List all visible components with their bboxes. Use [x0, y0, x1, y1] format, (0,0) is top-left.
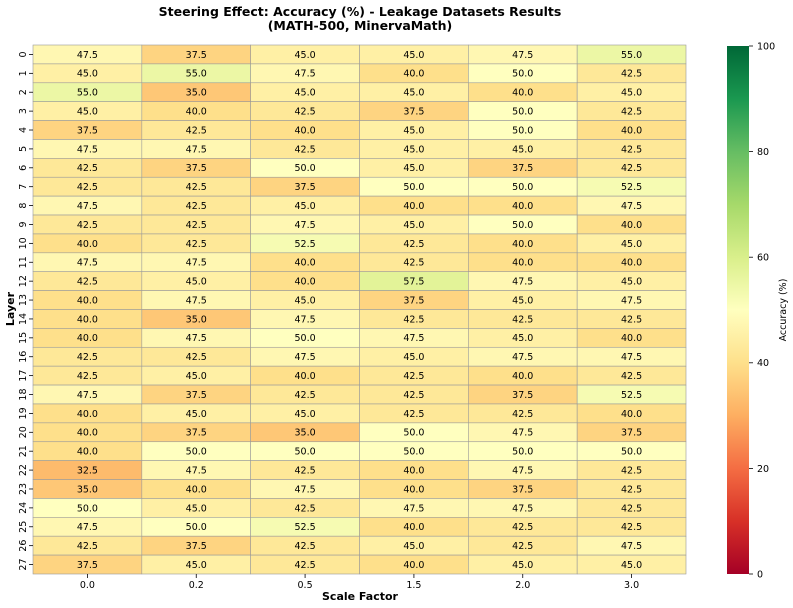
cell-value-label: 32.5 [76, 465, 98, 477]
cell-value-label: 40.0 [76, 238, 98, 250]
cell-value-label: 42.5 [185, 219, 207, 231]
y-tick-label: 7 [18, 183, 29, 190]
colorbar-tick-label: 80 [757, 147, 770, 158]
cell-value-label: 50.0 [294, 446, 316, 458]
cell-value-label: 42.5 [512, 541, 534, 553]
x-tick-label: 1.5 [406, 580, 422, 591]
cell-value-label: 52.5 [621, 182, 643, 194]
cell-value-label: 45.0 [294, 49, 316, 61]
cell-value-label: 42.5 [621, 314, 643, 326]
cell-value-label: 37.5 [512, 163, 534, 175]
colorbar-tick-label: 0 [757, 569, 764, 581]
cell-value-label: 47.5 [76, 200, 98, 212]
cell-value-label: 45.0 [294, 295, 316, 307]
chart-subtitle: (MATH-500, MinervaMath) [267, 18, 453, 33]
cell-value-label: 40.0 [403, 559, 425, 571]
cell-value-label: 45.0 [621, 276, 643, 288]
cell-value-label: 45.0 [294, 408, 316, 420]
cell-value-label: 37.5 [512, 389, 534, 401]
colorbar-tick-label: 100 [757, 41, 776, 53]
cell-value-label: 47.5 [76, 389, 98, 401]
cell-value-label: 47.5 [76, 257, 98, 269]
cell-value-label: 42.5 [621, 371, 643, 383]
cell-value-label: 42.5 [621, 503, 643, 515]
cell-value-label: 47.5 [185, 465, 207, 477]
cell-value-label: 50.0 [403, 427, 425, 439]
cell-value-label: 37.5 [185, 389, 207, 401]
y-tick-label: 8 [18, 202, 29, 209]
cell-value-label: 42.5 [185, 352, 207, 364]
cell-value-label: 40.0 [294, 371, 316, 383]
heatmap-cells [33, 45, 686, 574]
cell-value-label: 47.5 [294, 484, 316, 496]
cell-value-label: 40.0 [512, 87, 534, 99]
cell-value-label: 42.5 [294, 106, 316, 118]
cell-value-label: 47.5 [185, 333, 207, 345]
cell-value-label: 40.0 [621, 408, 643, 420]
cell-value-label: 40.0 [185, 106, 207, 118]
cell-value-label: 45.0 [403, 541, 425, 553]
cell-value-label: 37.5 [76, 125, 98, 137]
colorbar [727, 46, 749, 574]
cell-value-label: 47.5 [403, 333, 425, 345]
cell-value-label: 40.0 [403, 465, 425, 477]
cell-value-label: 45.0 [294, 200, 316, 212]
cell-value-label: 42.5 [403, 238, 425, 250]
cell-value-label: 42.5 [403, 314, 425, 326]
cell-value-label: 42.5 [294, 503, 316, 515]
y-tick-label: 26 [18, 539, 29, 552]
x-axis-label: Scale Factor [322, 590, 398, 603]
cell-value-label: 45.0 [185, 371, 207, 383]
cell-value-label: 45.0 [185, 559, 207, 571]
cell-value-label: 42.5 [512, 314, 534, 326]
y-tick-label: 11 [18, 256, 29, 269]
cell-value-label: 45.0 [512, 144, 534, 156]
cell-value-label: 40.0 [512, 257, 534, 269]
y-tick-label: 20 [18, 426, 29, 439]
cell-value-label: 42.5 [185, 200, 207, 212]
cell-value-label: 47.5 [512, 465, 534, 477]
cell-value-label: 37.5 [512, 484, 534, 496]
x-tick-label: 0.5 [297, 580, 313, 591]
cell-value-label: 50.0 [621, 446, 643, 458]
cell-value-label: 47.5 [512, 503, 534, 515]
cell-value-label: 42.5 [403, 257, 425, 269]
cell-value-label: 42.5 [294, 389, 316, 401]
cell-value-label: 42.5 [294, 541, 316, 553]
cell-value-label: 45.0 [294, 87, 316, 99]
cell-value-label: 42.5 [294, 559, 316, 571]
cell-value-label: 50.0 [512, 125, 534, 137]
cell-value-label: 40.0 [294, 125, 316, 137]
cell-value-label: 42.5 [76, 352, 98, 364]
colorbar-tick-label: 60 [757, 252, 770, 264]
cell-value-label: 37.5 [185, 49, 207, 61]
x-tick-label: 2.0 [515, 580, 531, 591]
cell-value-label: 45.0 [76, 68, 98, 80]
y-tick-label: 4 [18, 126, 29, 134]
cell-value-label: 45.0 [403, 163, 425, 175]
y-tick-label: 5 [18, 145, 29, 152]
cell-value-label: 47.5 [621, 352, 643, 364]
cell-value-label: 42.5 [185, 125, 207, 137]
x-axis-ticks [80, 574, 639, 591]
cell-value-label: 42.5 [621, 522, 643, 534]
y-tick-label: 12 [18, 275, 29, 288]
cell-value-label: 42.5 [621, 465, 643, 477]
cell-value-label: 57.5 [403, 276, 425, 288]
cell-value-label: 42.5 [512, 408, 534, 420]
cell-value-label: 45.0 [621, 238, 643, 250]
cell-value-label: 42.5 [76, 163, 98, 175]
cell-value-label: 50.0 [403, 182, 425, 194]
cell-value-label: 37.5 [403, 295, 425, 307]
y-tick-label: 9 [18, 221, 29, 228]
colorbar-label: Accuracy (%) [778, 278, 789, 342]
cell-value-label: 35.0 [185, 314, 207, 326]
x-tick-label: 0.0 [79, 580, 95, 591]
cell-value-label: 45.0 [621, 87, 643, 99]
y-tick-label: 27 [18, 558, 29, 571]
cell-value-label: 52.5 [294, 522, 316, 534]
cell-value-label: 55.0 [621, 49, 643, 61]
cell-value-label: 45.0 [512, 559, 534, 571]
cell-value-label: 47.5 [185, 144, 207, 156]
cell-value-label: 47.5 [76, 522, 98, 534]
y-tick-label: 22 [18, 464, 29, 477]
cell-value-label: 40.0 [76, 446, 98, 458]
cell-value-label: 47.5 [621, 295, 643, 307]
cell-value-label: 50.0 [512, 219, 534, 231]
cell-value-label: 45.0 [185, 276, 207, 288]
cell-value-label: 45.0 [512, 295, 534, 307]
cell-value-label: 42.5 [621, 106, 643, 118]
cell-value-label: 50.0 [294, 163, 316, 175]
y-tick-label: 18 [18, 388, 29, 401]
cell-value-label: 45.0 [621, 559, 643, 571]
cell-value-label: 47.5 [185, 257, 207, 269]
cell-value-label: 47.5 [185, 295, 207, 307]
cell-value-label: 42.5 [76, 276, 98, 288]
cell-value-label: 40.0 [76, 427, 98, 439]
cell-value-label: 47.5 [294, 219, 316, 231]
y-tick-label: 3 [18, 108, 29, 115]
cell-value-label: 40.0 [294, 276, 316, 288]
cell-value-label: 47.5 [403, 503, 425, 515]
colorbar-tick-label: 20 [757, 463, 770, 475]
cell-value-label: 37.5 [185, 541, 207, 553]
cell-value-label: 45.0 [403, 219, 425, 231]
cell-value-label: 52.5 [621, 389, 643, 401]
cell-value-label: 50.0 [512, 446, 534, 458]
y-tick-label: 21 [18, 445, 29, 458]
cell-value-label: 45.0 [512, 333, 534, 345]
cell-value-label: 40.0 [403, 522, 425, 534]
y-tick-label: 15 [18, 331, 29, 344]
cell-value-label: 50.0 [185, 446, 207, 458]
cell-value-label: 42.5 [185, 238, 207, 250]
cell-value-label: 42.5 [294, 144, 316, 156]
cell-value-label: 47.5 [621, 541, 643, 553]
cell-value-label: 40.0 [512, 238, 534, 250]
y-tick-label: 6 [18, 164, 29, 171]
cell-value-label: 45.0 [403, 352, 425, 364]
cell-value-label: 40.0 [76, 314, 98, 326]
cell-value-label: 37.5 [294, 182, 316, 194]
cell-value-label: 42.5 [76, 219, 98, 231]
cell-value-label: 45.0 [76, 106, 98, 118]
cell-value-label: 40.0 [294, 257, 316, 269]
cell-value-label: 40.0 [403, 484, 425, 496]
cell-value-label: 45.0 [185, 503, 207, 515]
y-tick-label: 19 [18, 407, 29, 420]
cell-value-label: 47.5 [76, 49, 98, 61]
cell-value-label: 40.0 [512, 371, 534, 383]
cell-value-label: 50.0 [185, 522, 207, 534]
cell-value-label: 42.5 [512, 522, 534, 534]
cell-value-label: 42.5 [403, 389, 425, 401]
cell-value-label: 37.5 [403, 106, 425, 118]
y-tick-label: 1 [18, 70, 29, 77]
cell-value-label: 50.0 [512, 68, 534, 80]
cell-value-label: 40.0 [76, 295, 98, 307]
y-tick-label: 10 [18, 237, 29, 250]
colorbar-tick-label: 40 [757, 358, 770, 370]
cell-value-label: 37.5 [185, 163, 207, 175]
cell-value-label: 42.5 [403, 408, 425, 420]
cell-value-label: 47.5 [621, 200, 643, 212]
y-tick-label: 0 [18, 51, 29, 58]
y-axis-label: Layer [4, 291, 17, 327]
colorbar-ticks [749, 41, 775, 580]
cell-value-label: 45.0 [185, 408, 207, 420]
x-tick-label: 3.0 [624, 580, 640, 591]
y-tick-label: 2 [18, 89, 29, 96]
cell-value-label: 40.0 [621, 257, 643, 269]
cell-value-label: 35.0 [185, 87, 207, 99]
y-tick-label: 23 [18, 482, 29, 496]
cell-value-label: 40.0 [76, 408, 98, 420]
cell-value-label: 40.0 [621, 333, 643, 345]
cell-value-label: 35.0 [294, 427, 316, 439]
cell-value-label: 45.0 [403, 144, 425, 156]
cell-value-label: 35.0 [76, 484, 98, 496]
cell-value-label: 40.0 [403, 68, 425, 80]
cell-value-label: 40.0 [621, 219, 643, 231]
cell-value-label: 47.5 [512, 352, 534, 364]
cell-value-label: 40.0 [621, 125, 643, 137]
y-tick-label: 25 [18, 520, 29, 533]
cell-value-label: 40.0 [185, 484, 207, 496]
cell-value-label: 37.5 [621, 427, 643, 439]
cell-value-label: 55.0 [76, 87, 98, 99]
cell-value-label: 55.0 [185, 68, 207, 80]
y-tick-label: 13 [18, 294, 29, 307]
cell-value-label: 45.0 [403, 125, 425, 137]
cell-value-label: 45.0 [403, 49, 425, 61]
chart-title: Steering Effect: Accuracy (%) - Leakage Datasets Results [158, 4, 562, 19]
y-tick-label: 14 [18, 312, 29, 325]
cell-value-label: 47.5 [512, 427, 534, 439]
cell-value-label: 42.5 [621, 484, 643, 496]
cell-value-label: 40.0 [403, 200, 425, 212]
cell-value-label: 37.5 [76, 559, 98, 571]
cell-value-label: 47.5 [512, 276, 534, 288]
cell-value-label: 40.0 [76, 333, 98, 345]
cell-value-label: 42.5 [185, 182, 207, 194]
cell-value-label: 37.5 [185, 427, 207, 439]
cell-value-label: 52.5 [294, 238, 316, 250]
cell-value-label: 42.5 [621, 163, 643, 175]
cell-value-label: 50.0 [512, 106, 534, 118]
cell-value-label: 42.5 [76, 371, 98, 383]
cell-value-label: 47.5 [294, 314, 316, 326]
cell-value-label: 42.5 [621, 68, 643, 80]
x-tick-label: 0.2 [188, 580, 204, 591]
cell-value-label: 47.5 [294, 352, 316, 364]
cell-value-label: 42.5 [621, 144, 643, 156]
cell-value-label: 42.5 [76, 541, 98, 553]
cell-value-label: 47.5 [76, 144, 98, 156]
y-axis-ticks [18, 51, 33, 570]
cell-value-label: 40.0 [512, 200, 534, 212]
cell-value-label: 47.5 [294, 68, 316, 80]
cell-value-label: 42.5 [76, 182, 98, 194]
y-tick-label: 24 [18, 501, 29, 514]
cell-value-label: 50.0 [403, 446, 425, 458]
cell-value-label: 50.0 [512, 182, 534, 194]
cell-value-label: 50.0 [294, 333, 316, 345]
cell-value-label: 42.5 [403, 371, 425, 383]
cell-value-label: 47.5 [512, 49, 534, 61]
cell-value-label: 45.0 [403, 87, 425, 99]
cell-value-label: 50.0 [76, 503, 98, 515]
y-tick-label: 16 [18, 350, 29, 363]
y-tick-label: 17 [18, 369, 29, 382]
cell-value-label: 42.5 [294, 465, 316, 477]
